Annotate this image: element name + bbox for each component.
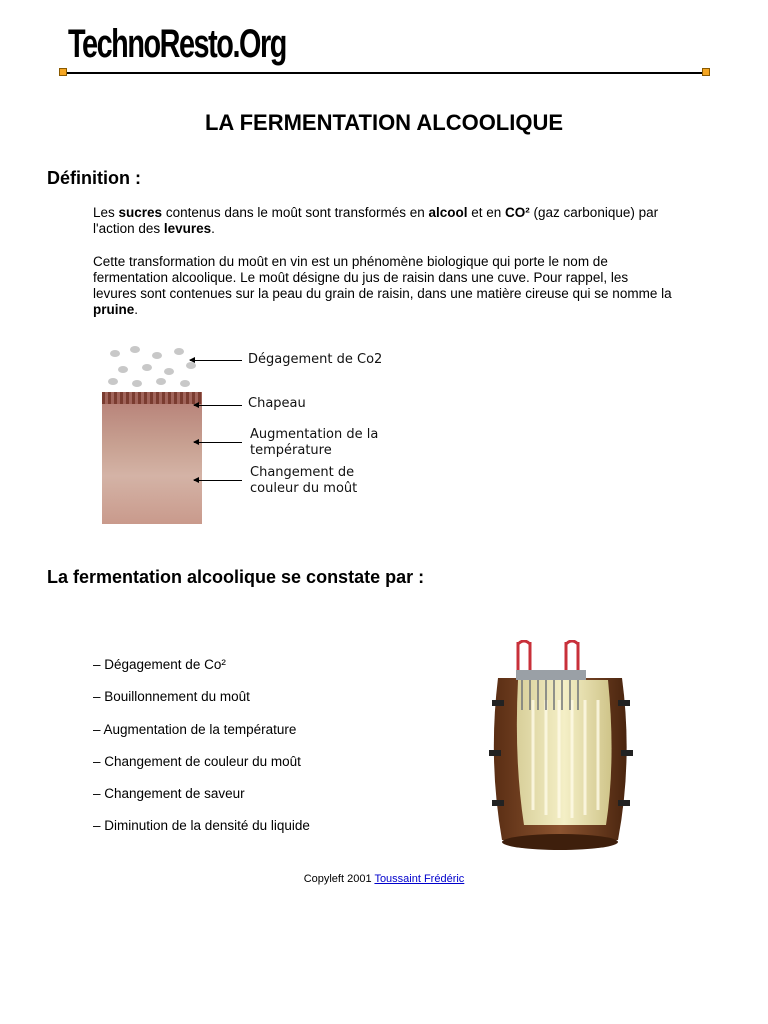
barrel-illustration <box>488 640 633 855</box>
list-item: – Changement de saveur <box>93 786 245 802</box>
label-temperature: Augmentation de la température <box>250 427 379 458</box>
definition-paragraph-2 <box>93 254 673 318</box>
fermentation-diagram <box>102 340 414 530</box>
list-item: – Changement de couleur du moût <box>93 753 301 769</box>
arrow-colour <box>194 480 242 481</box>
arrow-co2 <box>190 360 242 361</box>
definition-paragraph-1 <box>93 205 673 237</box>
rule-end-left <box>59 68 67 76</box>
list-item: – Augmentation de la température <box>93 721 297 737</box>
text-run: Les <box>93 205 119 220</box>
footer <box>0 873 768 885</box>
observation-list <box>93 656 310 850</box>
site-logo: TechnoResto.Org <box>68 22 286 66</box>
label-cap: Chapeau <box>248 396 306 411</box>
co2-gas-zone <box>102 340 202 392</box>
list-item: – Dégagement de Co² <box>93 657 226 672</box>
text-run: Cette transformation du moût en vin est un phénomène biologique qui porte le nom de fermentation alcoolique. Le moût désigne du jus de raisin dans une cuve. Pour rappel, les levures sont contenues sur la peau du grain de raisin, dans une matière cireuse qui se nomme la <box>93 254 672 301</box>
definition-heading: Définition : <box>47 168 141 188</box>
label-colour: Changement de couleur du moût <box>250 465 358 496</box>
list-item: – Bouillonnement du moût <box>93 689 250 705</box>
text-run: (gaz carbonique) par l'action des <box>93 205 659 236</box>
header-rule <box>62 72 706 74</box>
bold-term-alcool: alcool <box>428 205 468 220</box>
cap-layer <box>102 392 202 404</box>
copyleft-text: Copyleft 2001 <box>303 873 375 885</box>
bold-term-pruine: pruine <box>93 302 135 317</box>
arrow-cap <box>194 405 242 406</box>
text-run: . <box>134 302 139 317</box>
text-run: et en <box>467 205 506 220</box>
arrow-temperature <box>194 442 242 443</box>
bold-term-co2: CO² <box>505 205 530 220</box>
observation-heading: La fermentation alcoolique se constate par : <box>47 567 425 587</box>
rule-end-right <box>702 68 710 76</box>
must-liquid <box>102 404 202 524</box>
page-title: LA FERMENTATION ALCOOLIQUE <box>204 110 564 135</box>
label-co2: Dégagement de Co2 <box>248 352 383 367</box>
text-run: contenus dans le moût sont transformés en <box>162 205 429 220</box>
author-link[interactable]: Toussaint Frédéric <box>374 873 465 885</box>
bold-term-levures: levures <box>163 221 212 236</box>
text-run: . <box>211 221 215 236</box>
list-item: – Diminution de la densité du liquide <box>93 818 310 834</box>
bold-term-sucres: sucres <box>118 205 163 220</box>
